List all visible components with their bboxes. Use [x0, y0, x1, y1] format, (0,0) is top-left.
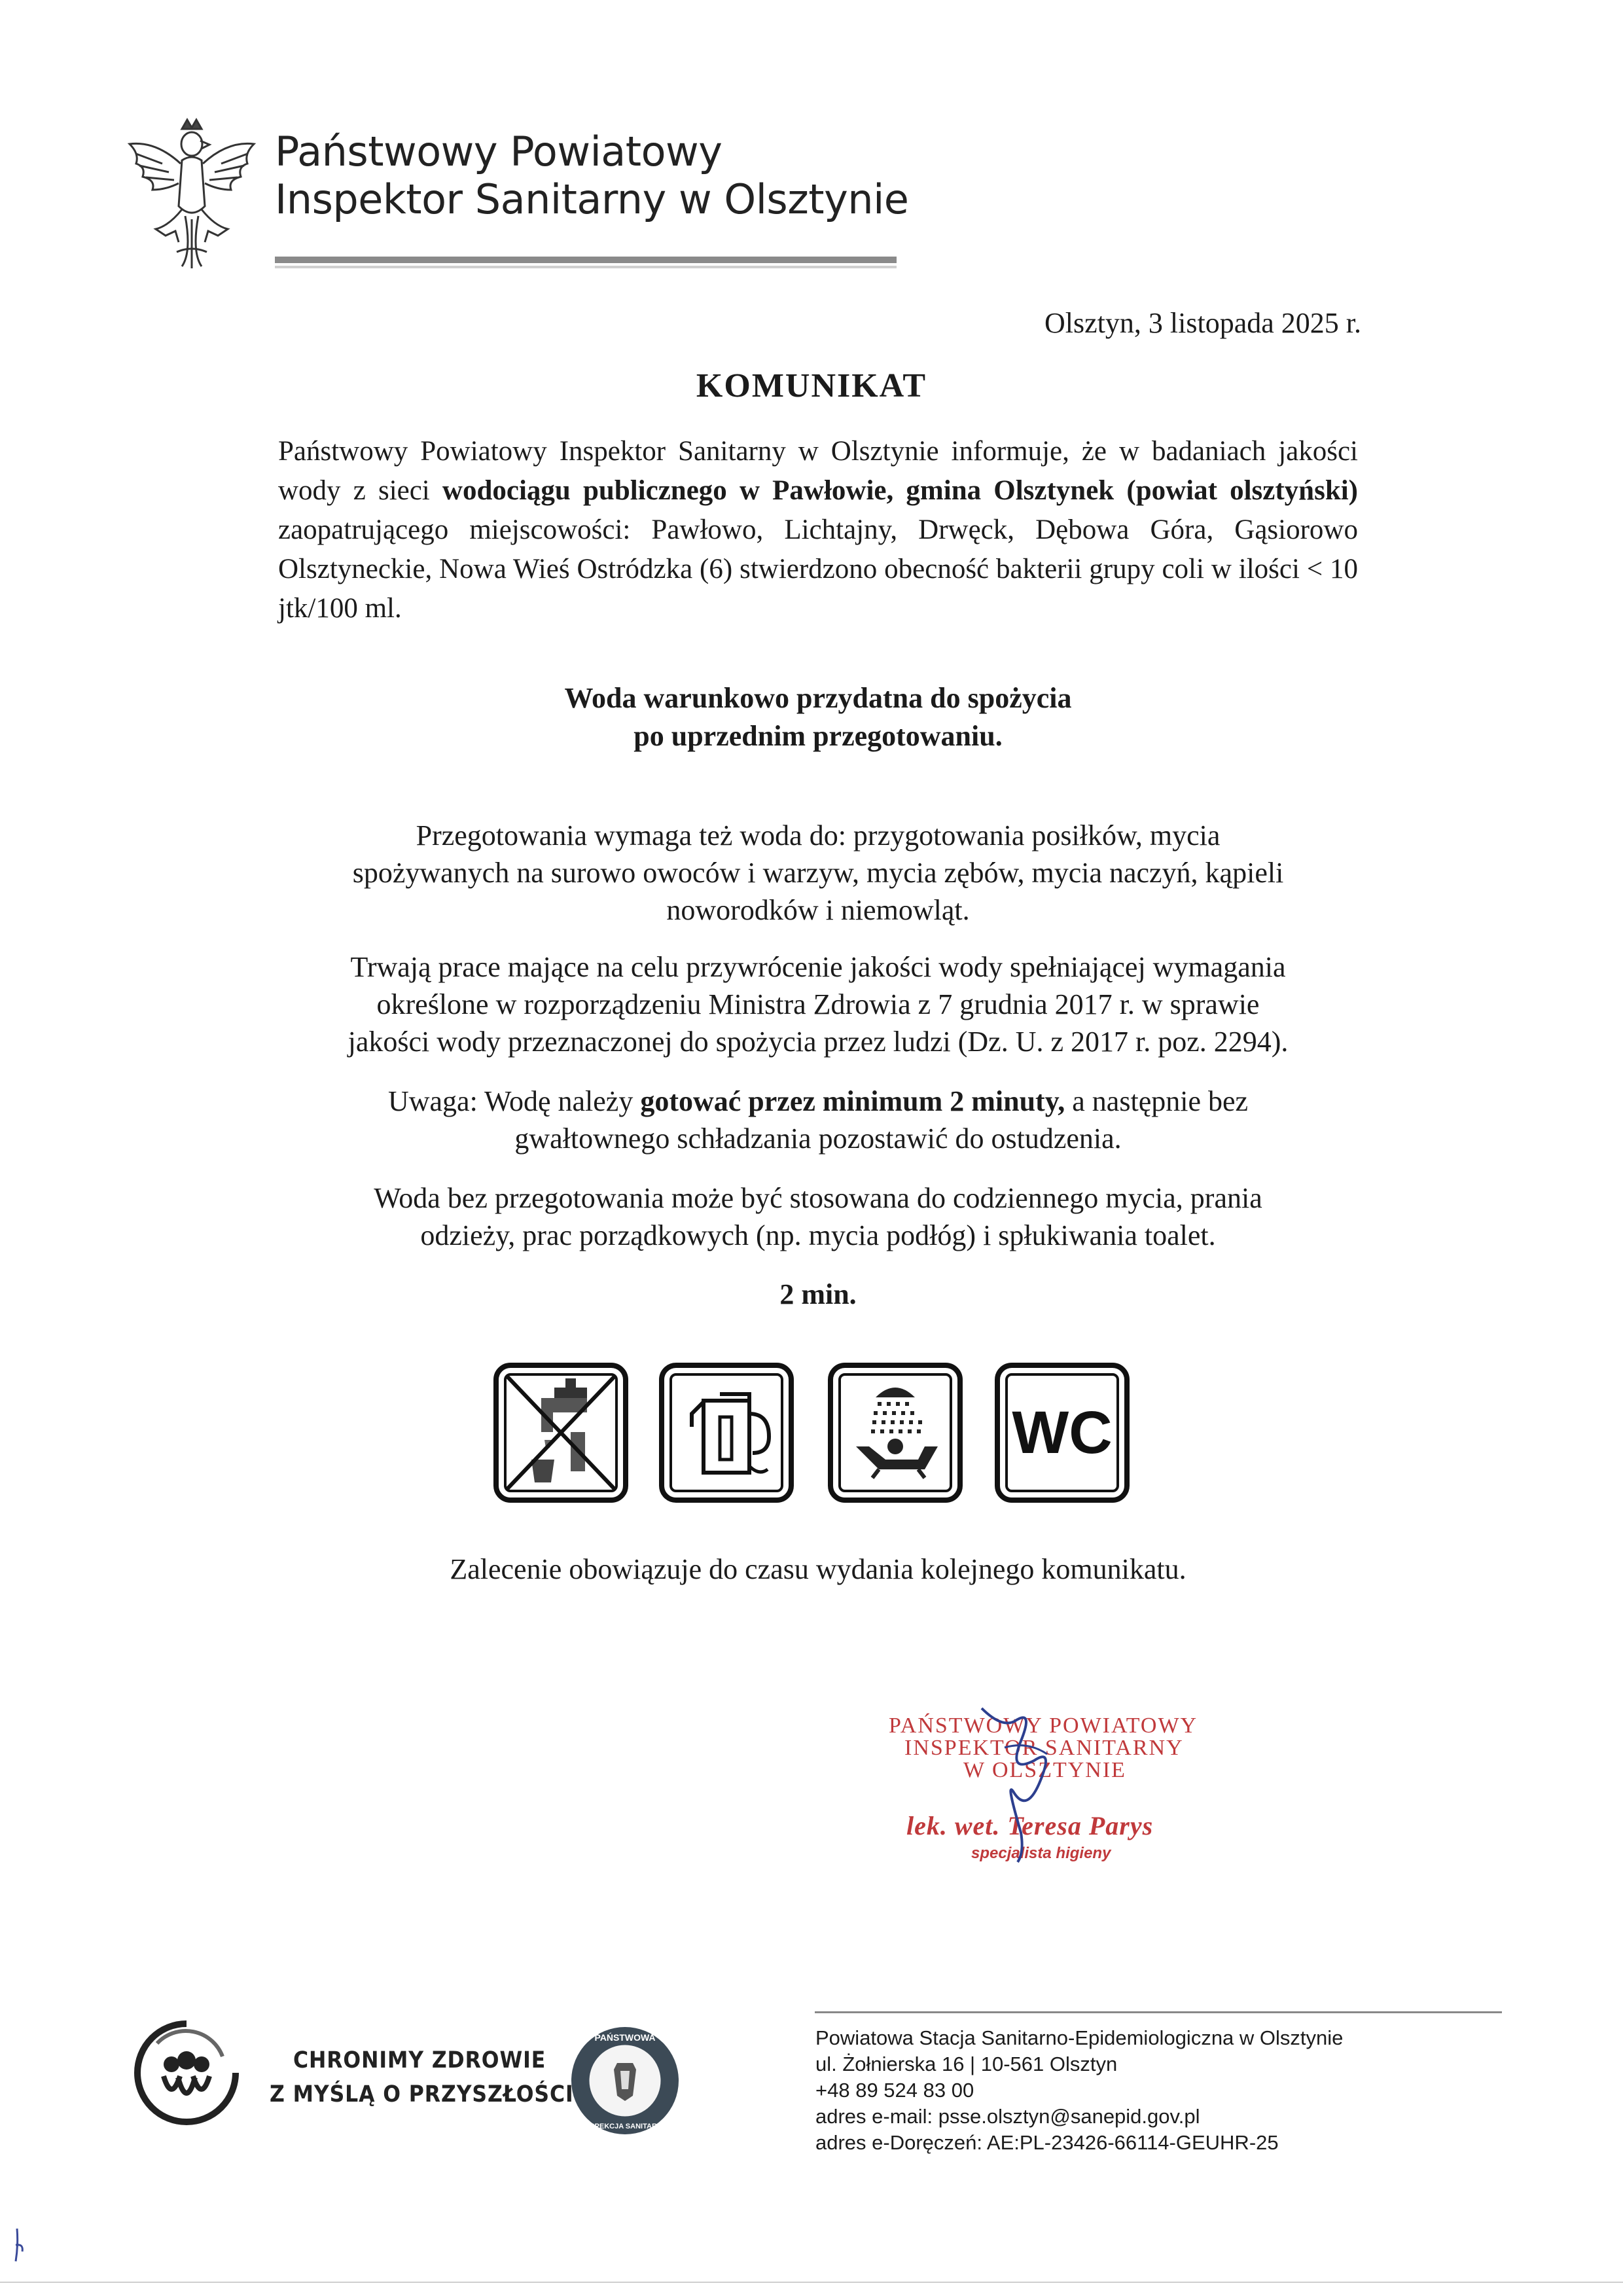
office-name-line1: Państwowy Powiatowy: [275, 128, 722, 175]
works-line-3: jakości wody przeznaczonej do spożycia przez ludzi (Dz. U. z 2017 r. poz. 2294).: [348, 1026, 1289, 1058]
wc-label: WC: [1012, 1399, 1113, 1466]
no-tap-drinking-icon: [492, 1361, 630, 1504]
kettle-icon: [658, 1361, 795, 1504]
station-name: Powiatowa Stacja Sanitarno-Epidemiologiczna w Olsztynie: [815, 2026, 1344, 2049]
pis-seal-icon: [568, 2024, 683, 2138]
svg-text:INSPEKCJA SANITARNA: INSPEKCJA SANITARNA: [582, 2123, 668, 2130]
non-boil-line-1: Woda bez przegotowania może być stosowana do codziennego mycia, prania: [374, 1182, 1262, 1214]
station-address: ul. Żołnierska 16 | 10-561 Olsztyn: [815, 2053, 1118, 2075]
footer-divider: [815, 2011, 1502, 2013]
station-edelivery: adres e-Doręczeń: AE:PL-23426-66114-GEUHR-25: [815, 2131, 1279, 2154]
warning-line-2: gwałtownego schładzania pozostawić do ostudzenia.: [514, 1122, 1122, 1155]
document-title: KOMUNIKAT: [696, 367, 927, 404]
handwritten-signature: [942, 1702, 1099, 1865]
non-boil-paragraph: [278, 1179, 1358, 1254]
header-divider-thin: [275, 266, 897, 268]
intro-paragraph: [278, 432, 1358, 628]
slogan-line-2: Z MYŚLĄ O PRZYSZŁOŚCI: [270, 2081, 574, 2108]
warning-post: a następnie bez: [1065, 1085, 1249, 1117]
warning-line-1: [278, 1083, 1358, 1120]
intro-text-2: zaopatrującego miejscowości: Pawłowo, Lichtajny, Drwęck, Dębowa Góra, Gąsiorowo Olsztyneckie, Nowa Wieś Ostródzka (6) stwierdzono obecność bakterii grupy coli w ilości < 10 jtk/100 ml.: [278, 514, 1358, 624]
station-phone: +48 89 524 83 00: [815, 2079, 974, 2102]
works-line-2: określone w rozporządzeniu Ministra Zdrowia z 7 grudnia 2017 r. w sprawie: [376, 988, 1260, 1020]
works-paragraph: [278, 948, 1358, 1060]
slogan-line-1: CHRONIMY ZDROWIE: [293, 2047, 546, 2073]
two-minutes-label: 2 min.: [779, 1278, 857, 1310]
header-divider: [275, 257, 897, 263]
boil-line-2: spożywanych na surowo owoców i warzyw, mycia zębów, mycia naczyń, kąpieli: [352, 857, 1284, 889]
svg-text:PAŃSTWOWA: PAŃSTWOWA: [594, 2032, 656, 2043]
validity-notice: Zalecenie obowiązuje do czasu wydania kolejnego komunikatu.: [450, 1553, 1186, 1585]
intro-bold-waterworks: wodociągu publicznego w Pawłowie, gmina Olsztynek (powiat olsztyński): [442, 475, 1358, 506]
stamp-line-2: INSPEKTOR SANITARNY: [904, 1736, 1184, 1760]
non-boil-line-2: odzieży, prac porządkowych (np. mycia podłóg) i spłukiwania toalet.: [420, 1219, 1216, 1251]
document-date: Olsztyn, 3 listopada 2025 r.: [1044, 307, 1361, 339]
boil-line-1: Przegotowania wymaga też woda do: przygotowania posiłków, mycia: [416, 819, 1221, 852]
condition-line-2: po uprzednim przegotowaniu.: [633, 720, 1003, 752]
boil-line-3: noworodków i niemowląt.: [666, 894, 970, 926]
scan-bottom-edge: [0, 2282, 1623, 2283]
warning-paragraph: [278, 1083, 1358, 1157]
warning-bold: gotować przez minimum 2 minuty,: [640, 1085, 1065, 1117]
intro-text-1: Państwowy Powiatowy Inspektor Sanitarny w Olsztynie informuje, że w badaniach jakości wody z sieci: [278, 436, 1358, 506]
condition-line-1: Woda warunkowo przydatna do spożycia: [564, 682, 1072, 714]
boil-paragraph: [278, 817, 1358, 929]
health-campaign-logo-icon: [131, 2017, 242, 2128]
works-line-1: Trwają prace mające na celu przywrócenie jakości wody spełniającej wymagania: [350, 951, 1286, 983]
wc-icon: [993, 1361, 1131, 1504]
signatory-name: lek. wet. Teresa Parys: [906, 1811, 1154, 1840]
warning-pre: Uwaga: Wodę należy: [387, 1085, 641, 1117]
condition-notice: [278, 679, 1358, 755]
polish-eagle-emblem-icon: [116, 115, 267, 272]
office-name-line2: Inspektor Sanitarny w Olsztynie: [275, 175, 909, 223]
margin-pen-mark: [9, 2225, 35, 2265]
stamp-line-1: PAŃSTWOWY POWIATOWY: [889, 1713, 1198, 1738]
signatory-role: specjalista higieny: [971, 1844, 1111, 1862]
station-email: adres e-mail: psse.olsztyn@sanepid.gov.pl: [815, 2105, 1200, 2128]
shower-bath-icon: [827, 1361, 964, 1504]
stamp-line-3: W OLSZTYNIE: [963, 1758, 1126, 1782]
